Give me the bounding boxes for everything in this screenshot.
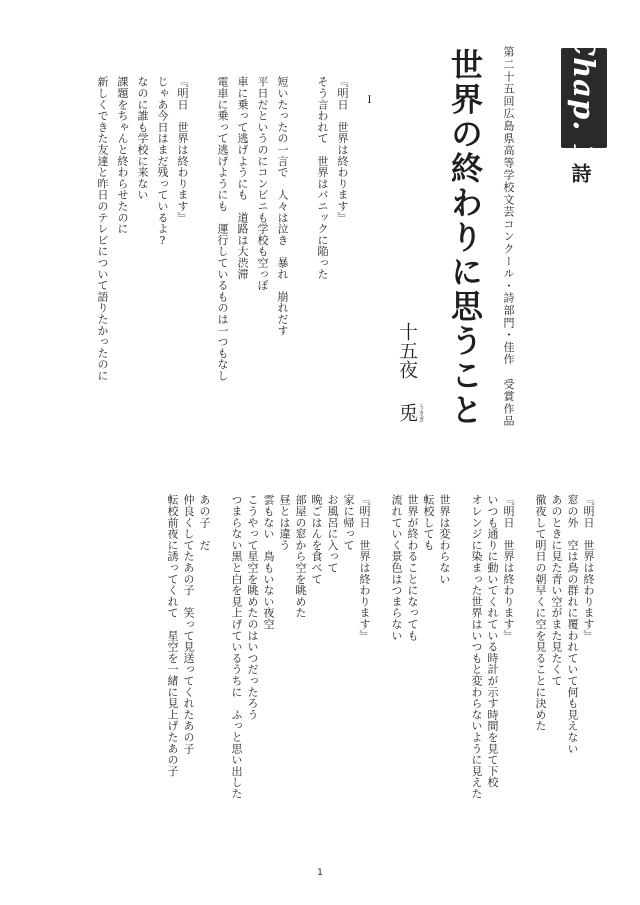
poem-line — [518, 494, 530, 506]
poem-line: 転校前夜に誘ってくれて 星空を一緒に見上げたあの子 — [166, 494, 179, 777]
poem-line — [374, 494, 386, 506]
poem-line: こうやって星空を眺めたのはいつだったろう — [246, 494, 259, 720]
poem-line: 『明日 世界は終わります』 — [582, 494, 595, 641]
poem-line — [214, 494, 226, 506]
poem-line: 車に乗って逃げようにも 道路は大渋滞 — [236, 76, 249, 280]
poem-line: 部屋の窓から空を眺めた — [294, 494, 307, 619]
poem-line: 『明日 世界は終わります』 — [176, 76, 189, 223]
poem-line: 課題をちゃんと終わらせたのに — [116, 76, 129, 235]
poem-line: 晩ごはんを食べて — [310, 494, 323, 585]
poem-line — [454, 494, 466, 506]
poem-line: 転校しても — [422, 494, 435, 551]
chapter-label: Chap. 1 — [567, 32, 601, 164]
poem-line: いつも通りに動いてくれている時計が示す時間を見て下校 — [486, 494, 499, 788]
author-name: 十五夜 — [396, 322, 418, 379]
section-marker: Ⅰ — [364, 95, 375, 106]
poem-line: オレンジに染まった世界はいつもと変わらないように見えた — [470, 494, 483, 800]
poem-line: じゃあ今日はまだ残っているよ? — [156, 76, 169, 248]
author-surname: 兎 — [396, 403, 418, 422]
poem-line: そう言われて 世界はパニックに陥った — [316, 76, 329, 280]
subtitle: 第二十五回広島県高等学校文芸コンクール・詩部門・佳作 受賞作品 — [502, 46, 515, 428]
poem-line: 電車に乗って逃げようにも 運行しているものは一つもなし — [216, 76, 229, 382]
poem-line — [196, 76, 208, 88]
poem-line: 短いたったの一言で 人々は泣き 暴れ 崩れだす — [276, 76, 289, 336]
poem-top-block — [96, 76, 348, 381]
poem-line: 徹夜して明日の朝早くに空を見ることに決めた — [534, 494, 547, 732]
poem-line: 平日だというのにコンビニも学校も空っぽ — [256, 76, 269, 291]
poem-line: あのときに見た青い空がまた見たくて — [550, 494, 563, 687]
poem-line: 『明日 世界は終わります』 — [336, 76, 349, 223]
author-ruby: うさぎ — [417, 404, 424, 422]
poem-line: なのに誰も学校に来ない — [136, 76, 149, 201]
poem-line: 仲良くしてたあの子 笑って見送ってくれたあの子 — [182, 494, 195, 754]
poem-line: 昼とは違う — [278, 494, 291, 551]
poem-line: 雲もない 鳥もいない夜空 — [262, 494, 275, 630]
poem-line: 『明日 世界は終わります』 — [358, 494, 371, 641]
poem-line: 新しくできた友達と昨日のテレビについて語りたかったのに — [96, 76, 109, 382]
chapter-badge — [561, 32, 607, 164]
poem-line: つまらない黒と白を見上げているうちに ふっと思い出した — [230, 494, 243, 800]
poem-line: 『明日 世界は終わります』 — [502, 494, 515, 641]
page-title: 世界の終わりに思うこと — [446, 48, 484, 428]
poem-line: 世界が終わることになっても — [406, 494, 419, 641]
poem-line: 窓の外 空は鳥の群れに覆われていて何も見えない — [566, 494, 579, 754]
poem-line: 家に帰って — [342, 494, 355, 551]
poem-bottom-block — [166, 494, 594, 799]
poem-line — [296, 76, 308, 88]
page-number: 1 — [317, 868, 323, 878]
poem-line: 流れていく景色はつまらない — [390, 494, 403, 641]
genre-label: 詩 — [568, 163, 592, 183]
poem-line: あの子 だ — [198, 494, 211, 551]
poem-line: お風呂に入って — [326, 494, 339, 574]
poem-line: 世界は変わらない — [438, 494, 451, 585]
